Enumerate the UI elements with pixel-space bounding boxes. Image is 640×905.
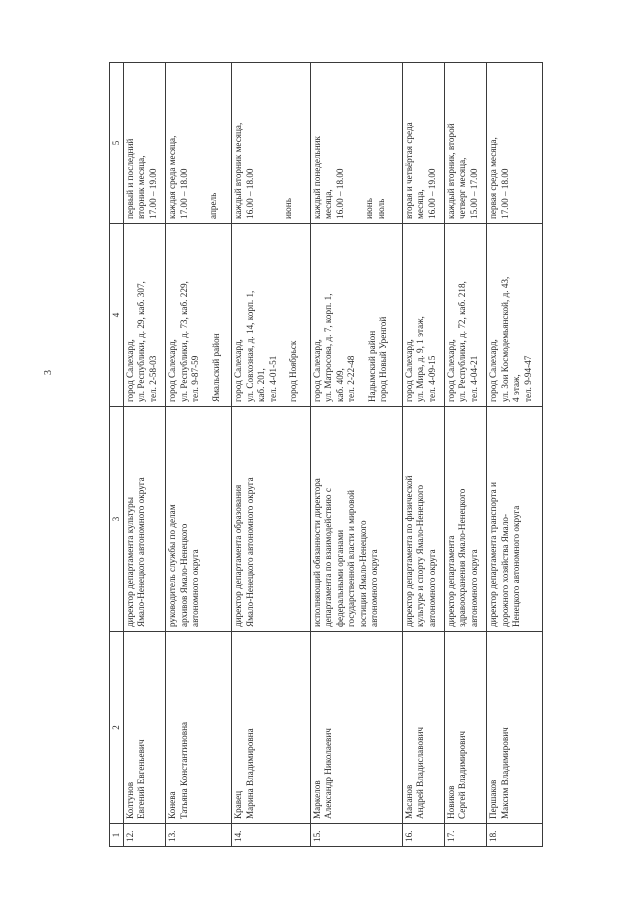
text-line	[265, 67, 274, 219]
text-line	[355, 67, 364, 219]
text-line: город Салехард,	[124, 339, 135, 402]
official-position-cell	[166, 407, 232, 632]
text-line: дорожного хозяйства Ямало-	[499, 513, 510, 627]
reception-schedule-cell	[444, 63, 486, 224]
text-line: Ненецкого автономного округа	[511, 505, 522, 627]
official-position-cell	[402, 407, 444, 632]
text-line: директор департамента культуры	[124, 497, 135, 627]
schedule-table-rotated	[109, 63, 543, 847]
text-line: ул. Матросова, д. 7, корп. 1,	[323, 293, 334, 402]
text-line: июнь	[283, 198, 294, 219]
text-line: каждый вторник, второй	[445, 123, 456, 219]
reception-address-cell	[402, 224, 444, 407]
table-row	[487, 63, 543, 847]
table-row	[123, 63, 165, 847]
text-line: первая среда месяца,	[488, 137, 499, 219]
column-header: 4	[110, 224, 124, 407]
text-line: директор департамента образования	[233, 484, 244, 627]
reception-schedule-cell	[402, 63, 444, 224]
text-line: 17.00 – 18.00	[178, 168, 189, 219]
text-line: Евгений Евгеньевич	[136, 739, 147, 819]
text-line: 4 этаж,	[511, 374, 522, 402]
text-line: Кравец	[233, 790, 244, 819]
text-line: 17.00 – 19.00	[147, 168, 158, 219]
column-number-row	[110, 63, 124, 847]
text-line: город Салехард,	[488, 339, 499, 402]
text-line: автономного округа	[426, 549, 437, 627]
text-line: тел. 9-87-59	[190, 355, 201, 402]
table-row	[402, 63, 444, 847]
reception-address-cell	[123, 224, 165, 407]
text-line	[190, 67, 199, 219]
text-line	[202, 228, 211, 402]
row-number-cell: 12.	[123, 824, 165, 847]
text-line: город Новый Уренгой	[378, 316, 389, 402]
row-number-cell: 18.	[487, 824, 543, 847]
text-line: тел. 9-94-47	[522, 355, 533, 402]
text-line: июль	[375, 198, 386, 219]
text-line: Ямальский район	[210, 333, 221, 402]
schedule-table-body	[110, 63, 543, 847]
text-line: юстиции Ямало-Ненецкого	[357, 520, 368, 627]
text-line: автономного округа	[369, 549, 380, 627]
table-row	[232, 63, 311, 847]
text-line: ул. Республики, д. 29, каб. 307,	[136, 281, 147, 402]
reception-schedule-cell	[166, 63, 232, 224]
text-line: месяца,	[415, 189, 425, 219]
text-line: четверг месяца,	[457, 157, 468, 219]
official-position-cell	[444, 407, 486, 632]
column-header: 2	[110, 632, 124, 824]
text-line: город Салехард,	[403, 339, 414, 402]
text-line	[256, 67, 265, 219]
text-line: каждый понедельник	[311, 135, 322, 219]
text-line: 16.00 – 18.00	[244, 168, 255, 219]
row-number-cell: 14.	[232, 824, 311, 847]
text-line: Маркелов	[311, 780, 322, 819]
text-line: здравоохранения Ямало-Ненецкого	[457, 488, 468, 627]
column-header: 5	[110, 63, 124, 224]
text-line: тел. 4-04-21	[468, 355, 479, 402]
text-line: Александр Николаевич	[323, 728, 334, 819]
reception-address-cell	[310, 224, 402, 407]
text-line	[346, 67, 355, 219]
official-position-cell	[232, 407, 311, 632]
page-number: 3	[43, 370, 54, 375]
text-line: тел. 4-09-15	[426, 355, 437, 402]
text-line: город Ноябрьск	[288, 340, 299, 402]
text-line: Сергей Владимирович	[457, 730, 468, 819]
text-line: город Салехард,	[233, 339, 244, 402]
text-line: каждая среда месяца,	[167, 135, 178, 219]
official-name-cell	[444, 632, 486, 824]
text-line: Конева	[167, 791, 178, 819]
row-number-cell: 16.	[402, 824, 444, 847]
text-line: ул. Совхозная, д. 14, корп. 1,	[244, 290, 255, 402]
text-line: тел. 4-01-51	[267, 355, 278, 402]
text-line: город Салехард,	[445, 339, 456, 402]
text-line: Андрей Владиславович	[415, 727, 425, 819]
schedule-table	[109, 62, 543, 847]
text-line: 16.00 – 19.00	[426, 168, 437, 219]
text-line: исполняющий обязанности директора	[311, 478, 322, 627]
text-line: 17.00 – 18.00	[499, 168, 510, 219]
official-name-cell	[402, 632, 444, 824]
text-line: Марина Владимировна	[244, 728, 255, 819]
text-line: месяца,	[323, 189, 334, 219]
text-line: город Салехард,	[311, 339, 322, 402]
column-header: 1	[110, 824, 124, 847]
official-position-cell	[123, 407, 165, 632]
reception-address-cell	[166, 224, 232, 407]
table-row	[166, 63, 232, 847]
text-line	[279, 228, 288, 402]
row-number-cell: 15.	[310, 824, 402, 847]
text-line: Масанов	[403, 784, 414, 819]
column-header: 3	[110, 407, 124, 632]
text-line: город Салехард,	[167, 339, 178, 402]
text-line: вторник месяца,	[136, 155, 147, 219]
text-line: 15.00 – 17.00	[468, 168, 479, 219]
official-name-cell	[232, 632, 311, 824]
text-line: Ямало-Ненецкого автономного округа	[244, 477, 255, 627]
text-line	[199, 67, 208, 219]
text-line: департамента по взаимодействию с	[323, 488, 334, 627]
text-line: апрель	[208, 192, 219, 219]
text-line	[274, 67, 283, 219]
text-line: вторая и четвёртая среда	[403, 122, 414, 219]
text-line	[358, 228, 367, 402]
reception-address-cell	[444, 224, 486, 407]
text-line: ул. Мира, д. 9, 1 этаж,	[415, 316, 425, 402]
official-name-cell	[123, 632, 165, 824]
text-line: архивов Ямало-Ненецкого	[178, 523, 189, 627]
text-line: Татьяна Константиновна	[178, 721, 189, 819]
row-number-cell: 17.	[444, 824, 486, 847]
text-line: руководитель службы по делам	[167, 504, 178, 627]
official-position-cell	[310, 407, 402, 632]
reception-address-cell	[232, 224, 311, 407]
reception-schedule-cell	[487, 63, 543, 224]
text-line: автономного округа	[190, 549, 201, 627]
text-line: каб. 201,	[256, 368, 267, 402]
official-name-cell	[166, 632, 232, 824]
text-line: культуре и спорту Ямало-Ненецкого	[415, 484, 425, 627]
row-number-cell: 13.	[166, 824, 232, 847]
text-line: ул. Зои Космодемьянской, д. 43,	[499, 276, 510, 402]
table-row	[444, 63, 486, 847]
text-line: директор департамента	[445, 535, 456, 627]
text-line: автономного округа	[468, 549, 479, 627]
text-line: Ямало-Ненецкого автономного округа	[136, 477, 147, 627]
text-line: Колтунов	[124, 781, 135, 819]
text-line: каб. 409,	[334, 368, 345, 402]
text-line: директор департамента по физической	[403, 475, 414, 627]
text-line: государственной власти и мировой	[346, 490, 357, 627]
text-line: федеральными органами	[334, 529, 345, 627]
text-line: Максим Владимирович	[499, 727, 510, 819]
text-line: Першаков	[488, 779, 499, 819]
official-name-cell	[310, 632, 402, 824]
text-line: ул. Республики, д. 72, каб. 218,	[457, 281, 468, 402]
reception-address-cell	[487, 224, 543, 407]
text-line: директор департамента транспорта и	[488, 482, 499, 627]
official-name-cell	[487, 632, 543, 824]
text-line: тел. 2-22-48	[346, 355, 357, 402]
text-line: июнь	[364, 198, 375, 219]
text-line: тел. 2-58-03	[147, 355, 158, 402]
text-line: 16.00 – 18.00	[334, 168, 345, 219]
reception-schedule-cell	[310, 63, 402, 224]
reception-schedule-cell	[232, 63, 311, 224]
official-position-cell	[487, 407, 543, 632]
text-line: Новиков	[445, 785, 456, 819]
text-line: ул. Республики, д. 73, каб. 229,	[178, 281, 189, 402]
text-line: каждый вторник месяца,	[233, 122, 244, 219]
reception-schedule-cell	[123, 63, 165, 224]
text-line: первый и последний	[124, 138, 135, 219]
text-line: Надымский район	[366, 330, 377, 402]
table-row	[310, 63, 402, 847]
